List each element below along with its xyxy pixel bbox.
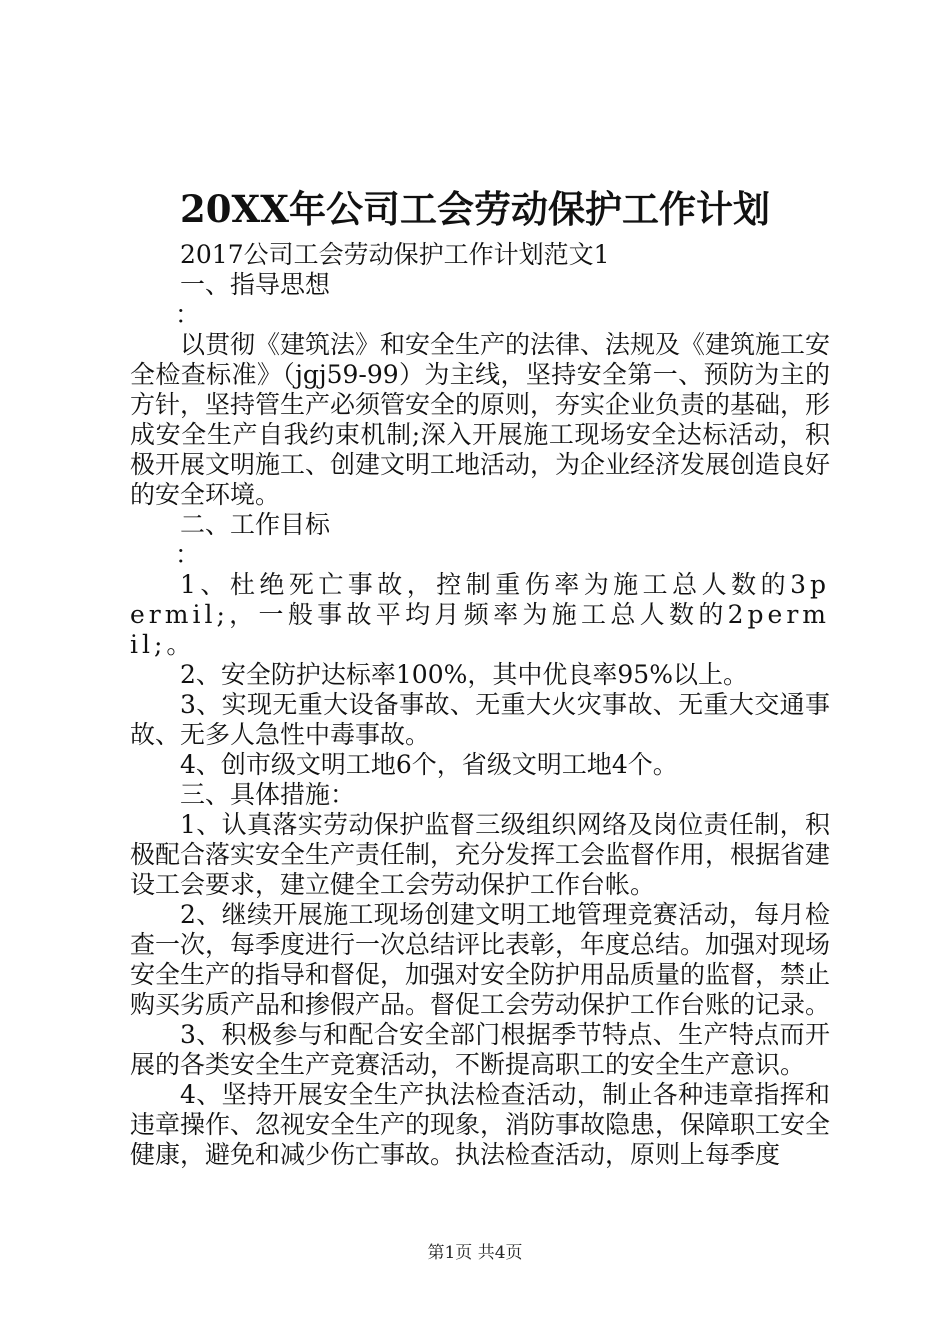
colon-line: ： bbox=[175, 300, 201, 329]
measure-item-4: 4、坚持开展安全生产执法检查活动，制止各种违章指挥和违章操作、忽视安全生产的现象，消防事故隐患，保障职工安全健康，避免和减少伤亡事故。执法检查活动，原则上每季度 bbox=[130, 1080, 831, 1169]
measure-item-1: 1、认真落实劳动保护监督三级组织网络及岗位责任制，积极配合落实安全生产责任制，充分发挥工会监督作用，根据省建设工会要求，建立健全工会劳动保护工作台帐。 bbox=[130, 810, 831, 899]
document-title: 20XX年公司工会劳动保护工作计划 bbox=[180, 187, 770, 231]
heading-guiding-ideology: 一、指导思想 bbox=[180, 270, 331, 299]
goal-item-4: 4、创市级文明工地6个，省级文明工地4个。 bbox=[180, 750, 678, 779]
colon-line: ： bbox=[175, 540, 201, 569]
paragraph-guiding-ideology: 以贯彻《建筑法》和安全生产的法律、法规及《建筑施工安全检查标准》（jgj59-99）为主线，坚持安全第一、预防为主的方针，坚持管生产必须管安全的原则，夯实企业负责的基础，形成安全生产自我约束机制;深入开展施工现场安全达标活动，积极开展文明施工、创建文明工地活动，为企业经济发展创造良好的安全环境。 bbox=[130, 330, 831, 509]
goal-item-3: 3、实现无重大设备事故、无重大火灾事故、无重大交通事故、无多人急性中毒事故。 bbox=[130, 690, 830, 749]
goal-item-2: 2、安全防护达标率100%，其中优良率95%以上。 bbox=[180, 660, 748, 689]
paragraph-subtitle: 2017公司工会劳动保护工作计划范文1 bbox=[180, 240, 610, 269]
goal-item-1: 1、杜绝死亡事故，控制重伤率为施工总人数的3permil;，一般事故平均月频率为施工总人数的2permil;。 bbox=[130, 570, 830, 659]
page-footer: 第1页 共4页 bbox=[427, 1243, 523, 1263]
document-body bbox=[130, 240, 830, 1170]
measure-item-3: 3、积极参与和配合安全部门根据季节特点、生产特点而开展的各类安全生产竞赛活动，不断提高职工的安全生产意识。 bbox=[130, 1020, 830, 1079]
heading-specific-measures: 三、具体措施： bbox=[180, 780, 356, 809]
measure-item-2: 2、继续开展施工现场创建文明工地管理竞赛活动，每月检查一次，每季度进行一次总结评比表彰，年度总结。加强对现场安全生产的指导和督促，加强对安全防护用品质量的监督，禁止购买劣质产品和掺假产品。督促工会劳动保护工作台账的记录。 bbox=[130, 900, 831, 1019]
heading-work-goals: 二、工作目标 bbox=[180, 510, 331, 539]
